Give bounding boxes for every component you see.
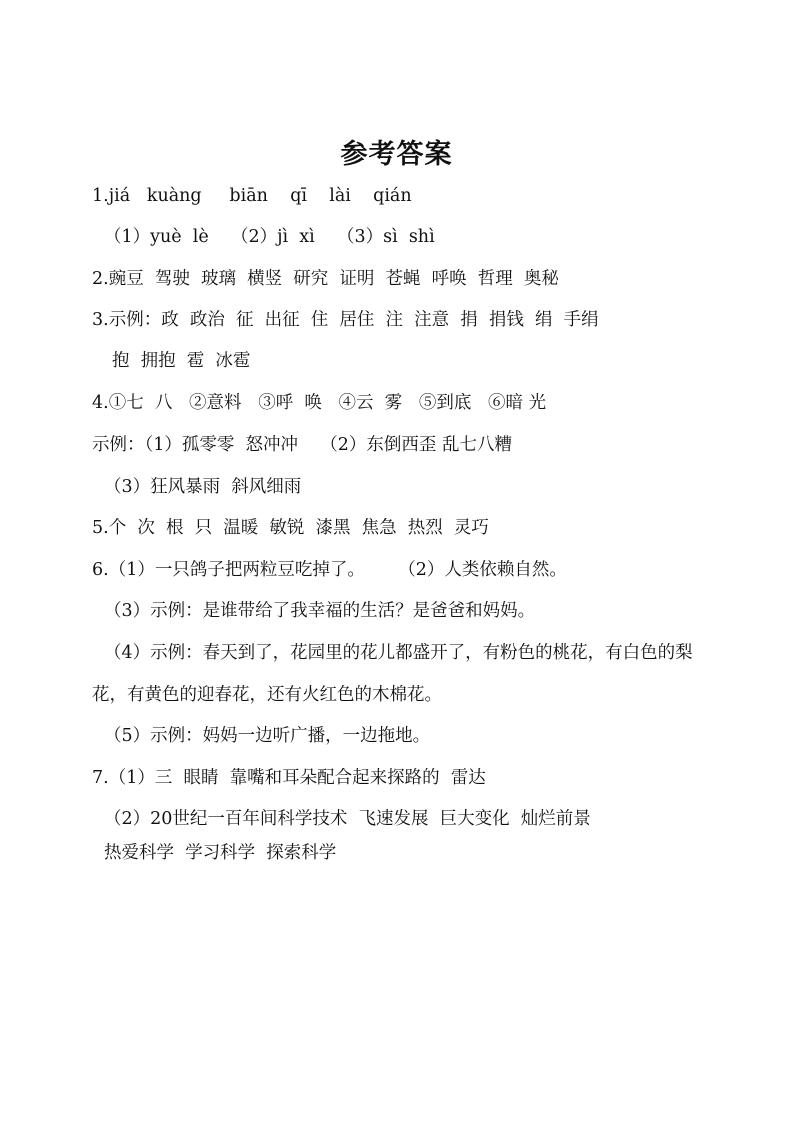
answer-6-5: （5）示例：妈妈一边听广播，一边拖地。	[104, 726, 431, 746]
answer-7-2-continued: 热爱科学 学习科学 探索科学	[104, 843, 337, 863]
answer-4-example: 示例：（1）孤零零 怒冲冲 （2）东倒西歪 乱七八糟	[92, 435, 512, 455]
answer-5: 5.个 次 根 只 温暖 敏锐 漆黑 焦急 热烈 灵巧	[92, 518, 489, 538]
answer-7-2: （2）20世纪一百年间科学技术 飞速发展 巨大变化 灿烂前景	[104, 809, 591, 829]
answer-6-1-2: 6.（1）一只鸽子把两粒豆吃掉了。 （2）人类依赖自然。	[92, 560, 567, 580]
answer-3: 3.示例：政 政治 征 出征 住 居住 注 注意 捐 捐钱 绢 手绢	[92, 310, 599, 330]
answer-6-4-continued: 花，有黄色的迎春花，还有火红色的木棉花。	[92, 685, 442, 705]
answer-4-example-3: （3）狂风暴雨 斜风细雨	[104, 477, 302, 497]
answer-2: 2.豌豆 驾驶 玻璃 横竖 研究 证明 苍蝇 呼唤 哲理 奥秘	[92, 269, 559, 289]
answer-1-pinyin: 1.jiá kuàng biān qī lài qián	[92, 186, 412, 206]
answer-6-4: （4）示例：春天到了，花园里的花儿都盛开了，有粉色的桃花，有白色的梨	[104, 643, 693, 663]
answer-1-sub-pinyin: （1）yuè lè （2）jì xì （3）sì shì	[104, 227, 435, 247]
page-title: 参考答案	[340, 139, 453, 170]
answer-7-1: 7.（1）三 眼睛 靠嘴和耳朵配合起来探路的 雷达	[92, 768, 486, 788]
answer-4: 4.①七 八 ②意料 ③呼 唤 ④云 雾 ⑤到底 ⑥暗 光	[92, 393, 547, 413]
answer-6-3: （3）示例：是谁带给了我幸福的生活？是爸爸和妈妈。	[104, 601, 536, 621]
answer-3-continued: 抱 拥抱 雹 冰雹	[112, 351, 251, 371]
